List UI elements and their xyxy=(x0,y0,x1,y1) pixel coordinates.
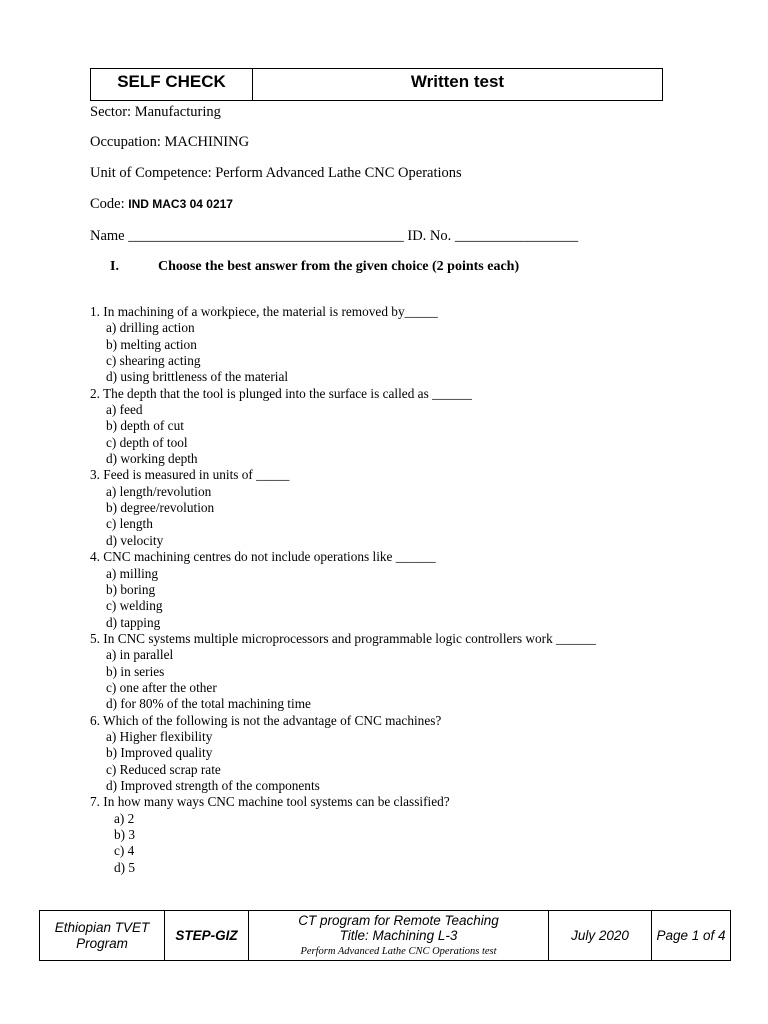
question-4 xyxy=(90,549,596,631)
footer-page-text: Page 1 of 4 xyxy=(656,928,726,943)
question-text: 5. In CNC systems multiple microprocessors and programmable logic controllers work ______ xyxy=(90,630,596,646)
written-test-label: Written test xyxy=(410,72,505,91)
footer-program-line2: Program xyxy=(76,935,128,951)
option-b: b) boring xyxy=(106,581,156,597)
self-check-label: SELF CHECK xyxy=(91,69,253,100)
name-id-line: Name ______________________________________ ID. No. _________________ xyxy=(90,228,579,244)
code-label: Code: xyxy=(90,196,129,212)
option-c: c) depth of tool xyxy=(106,434,188,450)
option-b: b) degree/revolution xyxy=(106,500,215,516)
self-check-header xyxy=(90,68,663,101)
question-3 xyxy=(90,467,596,549)
option-b: b) melting action xyxy=(106,336,197,352)
option-d: d) tapping xyxy=(106,614,161,630)
question-text: 1. In machining of a workpiece, the material is removed by_____ xyxy=(90,304,438,319)
section-number: I. xyxy=(110,259,119,274)
footer-date xyxy=(549,911,652,960)
footer-ct-line1: CT program for Remote Teaching xyxy=(298,912,499,928)
option-a: a) feed xyxy=(106,402,143,418)
question-text: 3. Feed is measured in units of _____ xyxy=(90,467,290,483)
option-d: d) using brittleness of the material xyxy=(106,369,289,385)
footer-org-name: STEP-GIZ xyxy=(175,928,238,943)
option-c: c) welding xyxy=(106,598,163,614)
footer-program xyxy=(40,911,165,960)
question-text: 6. Which of the following is not the advantage of CNC machines? xyxy=(90,712,442,728)
question-text: 2. The depth that the tool is plunged into the surface is called as ______ xyxy=(90,385,472,401)
footer-org xyxy=(165,911,249,960)
question-5 xyxy=(90,631,596,713)
option-c: c) 4 xyxy=(114,843,135,859)
footer-course xyxy=(249,911,549,960)
option-c: c) one after the other xyxy=(106,679,217,695)
option-d: d) velocity xyxy=(106,532,164,548)
page-footer xyxy=(39,910,731,961)
code-value: IND MAC3 04 0217 xyxy=(128,197,233,211)
option-d: d) working depth xyxy=(106,451,198,467)
question-1 xyxy=(90,304,596,386)
option-d: d) for 80% of the total machining time xyxy=(106,696,311,712)
sector-line: Sector: Manufacturing xyxy=(90,104,221,120)
option-a: a) in parallel xyxy=(106,647,174,663)
option-b: b) Improved quality xyxy=(106,745,213,761)
option-b: b) depth of cut xyxy=(106,418,184,434)
question-7 xyxy=(90,794,596,876)
option-d: d) Improved strength of the components xyxy=(106,777,320,793)
option-a: a) length/revolution xyxy=(106,483,212,499)
option-a: a) drilling action xyxy=(106,320,195,336)
section-heading xyxy=(110,259,519,275)
option-a: a) milling xyxy=(106,565,159,581)
footer-page-number xyxy=(652,911,730,960)
question-list xyxy=(90,304,596,876)
footer-program-line1: Ethiopian TVET xyxy=(54,919,150,935)
unit-line: Unit of Competence: Perform Advanced Lathe CNC Operations xyxy=(90,165,462,181)
footer-ct-line2: Title: Machining L-3 xyxy=(339,927,458,943)
question-text: 4. CNC machining centres do not include operations like ______ xyxy=(90,549,436,565)
code-line xyxy=(90,196,233,213)
section-instructions: Choose the best answer from the given choice (2 points each) xyxy=(158,259,520,274)
question-text: 7. In how many ways CNC machine tool systems can be classified? xyxy=(90,794,450,810)
option-a: a) Higher flexibility xyxy=(106,728,213,744)
option-c: c) length xyxy=(106,516,153,532)
occupation-line: Occupation: MACHINING xyxy=(90,134,250,150)
option-a: a) 2 xyxy=(114,810,135,826)
option-d: d) 5 xyxy=(114,859,136,875)
option-b: b) in series xyxy=(106,663,165,679)
footer-ct-line3: Perform Advanced Lathe CNC Operations test xyxy=(300,945,497,957)
question-2 xyxy=(90,386,596,468)
option-b: b) 3 xyxy=(114,827,136,842)
option-c: c) Reduced scrap rate xyxy=(106,761,221,777)
option-c: c) shearing acting xyxy=(106,353,201,369)
footer-date-text: July 2020 xyxy=(571,928,629,943)
question-6 xyxy=(90,713,596,795)
